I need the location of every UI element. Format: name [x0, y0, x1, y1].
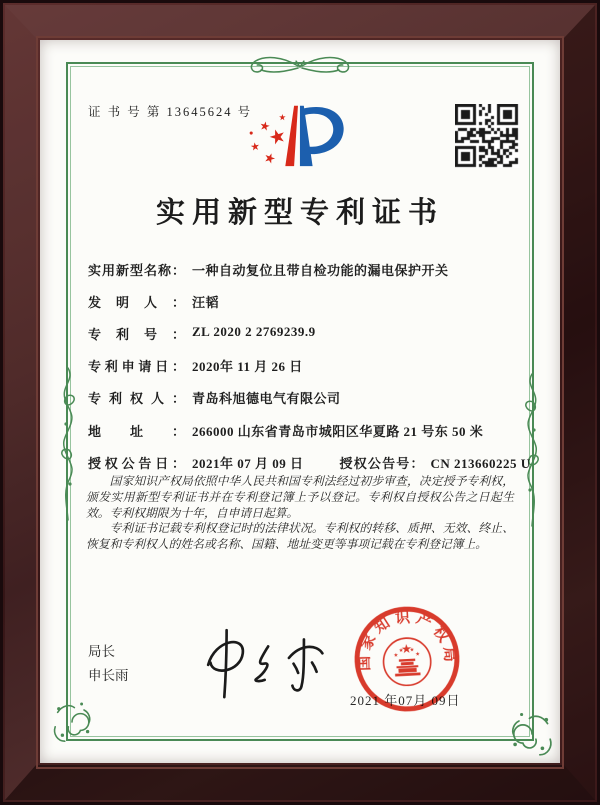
seal-date: 2021 年07月 09日	[350, 693, 461, 708]
field-row-name	[88, 260, 518, 277]
field-row-patent-number	[88, 324, 518, 341]
logo-red-wedge	[285, 106, 298, 166]
certificate-paper	[40, 40, 560, 763]
bottom-right-floral-icon	[506, 708, 558, 760]
field-label: 地址：	[88, 424, 185, 439]
qr-code	[455, 104, 519, 168]
officer-name: 申长雨	[88, 668, 129, 683]
field-value: 2020年 11 月 26 日	[192, 359, 303, 374]
legal-paragraph-2: 专利证书记载专利权登记时的法律状况。专利权的转移、质押、无效、终止、恢复和专利权人的姓名或名称、国籍、地址变更等事项记载在专利登记簿上。	[86, 521, 514, 552]
cnipa-round-seal	[345, 597, 469, 721]
grant-date-value: 2021年 07 月 09 日	[192, 456, 304, 471]
grant-no-value: CN 213660225 U	[430, 456, 531, 471]
bottom-left-floral-icon	[48, 696, 96, 748]
field-value: 266000 山东省青岛市城阳区华夏路 21 号东 50 米	[192, 424, 484, 439]
logo-stars	[250, 114, 287, 164]
officer-block	[88, 640, 129, 688]
field-value: ZL 2020 2 2769239.9	[192, 324, 316, 339]
legal-text	[86, 474, 514, 553]
field-value: 青岛科旭德电气有限公司	[192, 391, 341, 406]
cnipa-logo-icon	[238, 96, 356, 172]
national-emblem-icon	[382, 637, 432, 687]
field-row-address	[88, 421, 518, 438]
field-label: 专利号：	[88, 327, 185, 342]
field-row-inventor	[88, 292, 518, 309]
logo-blue-wedge	[300, 106, 313, 166]
certificate-number: 证 书 号 第 13645624 号	[88, 105, 253, 119]
certificate-title: 实用新型专利证书	[155, 197, 444, 229]
officer-title: 局长	[88, 644, 115, 659]
field-value: 一种自动复位且带自检功能的漏电保护开关	[192, 263, 449, 278]
right-vine-flourish-icon	[522, 372, 542, 528]
grant-date-label: 授权公告日：	[88, 456, 185, 471]
field-row-patentee	[88, 388, 518, 405]
field-label: 专利申请日：	[88, 359, 185, 374]
field-label: 专利权人：	[88, 391, 185, 406]
field-label: 实用新型名称：	[88, 263, 185, 278]
field-row-grant	[88, 453, 531, 471]
legal-paragraph-1: 国家知识产权局依照中华人民共和国专利法经过初步审查，决定授予专利权，颁发实用新型专利证书并在专利登记簿上予以登记。专利权自授权公告之日起生效。专利权期限为十年，自申请日起算。	[86, 474, 514, 520]
field-value: 汪韬	[192, 295, 220, 310]
field-label: 发明人：	[88, 295, 185, 310]
logo-p-bowl	[303, 107, 344, 154]
field-row-filing-date	[88, 356, 518, 373]
left-vine-flourish-icon	[58, 366, 78, 522]
grant-no-label: 授权公告号：	[339, 456, 424, 471]
director-signature	[192, 625, 342, 707]
top-scroll-flourish-icon	[232, 52, 368, 80]
seal-text-path: 国家知识产权局	[356, 609, 458, 672]
